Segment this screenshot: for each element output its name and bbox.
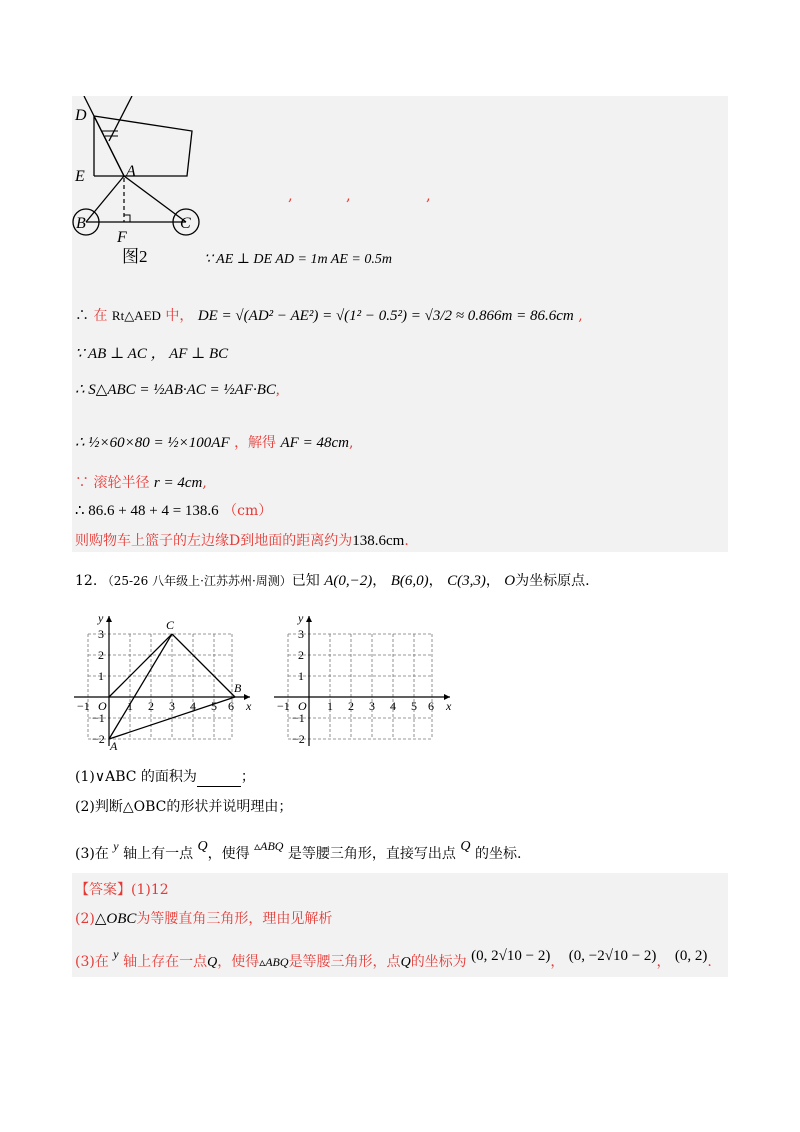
- label-D: D: [75, 107, 87, 124]
- svg-text:1: 1: [98, 669, 104, 683]
- svg-text:−1: −1: [292, 711, 305, 725]
- svg-text:x: x: [246, 699, 252, 713]
- svg-text:−1: −1: [277, 699, 290, 713]
- svg-text:y: y: [298, 612, 304, 625]
- stray-comma-3: ,: [426, 186, 431, 204]
- label-E: E: [75, 168, 85, 185]
- solution-line-4: ∴ ½×60×80 = ½×100AF ，解得 AF = 48cm,: [75, 435, 354, 451]
- solution-line-3: ∴ S△ABC = ½AB·AC = ½AF·BC,: [75, 382, 280, 398]
- svg-text:A: A: [110, 739, 118, 752]
- solution-line-5: ∵ 滚轮半径 r = 4cm,: [75, 475, 207, 491]
- label-B: B: [76, 215, 86, 232]
- solution-line-6: ∴ 86.6 + 48 + 4 = 138.6 （cm）: [75, 503, 273, 519]
- svg-text:O: O: [298, 699, 307, 713]
- svg-text:3: 3: [169, 699, 175, 713]
- svg-text:y: y: [98, 612, 104, 625]
- svg-text:3: 3: [298, 627, 304, 641]
- svg-text:6: 6: [428, 699, 434, 713]
- svg-text:5: 5: [211, 699, 217, 713]
- label-F: F: [117, 229, 127, 246]
- svg-text:1: 1: [327, 699, 333, 713]
- svg-text:4: 4: [390, 699, 396, 713]
- svg-text:O: O: [98, 699, 107, 713]
- svg-text:4: 4: [190, 699, 196, 713]
- svg-text:−2: −2: [92, 732, 105, 746]
- question-stem: 12. （25-26 八年级上·江苏苏州·周测）已知 A(0,−2)， B(6,0)， C(3,3)， O为坐标原点.: [75, 573, 590, 589]
- solution-line-1: ∴ 在 Rt△AED 中， DE = √(AD² − AE²) = √(1² − 0.5²) = √3/2 ≈ 0.866m = 86.6cm ,: [75, 308, 583, 324]
- answer-line-3: (3)在 y 轴上存在一点Q，使得▵ABQ是等腰三角形，点Q的坐标为 (0, 2√10 − 2)， (0, −2√10 − 2)， (0, 2).: [75, 947, 712, 970]
- svg-text:−1: −1: [77, 699, 90, 713]
- svg-text:2: 2: [148, 699, 154, 713]
- label-C: C: [180, 215, 191, 232]
- svg-text:B: B: [234, 681, 242, 695]
- figure-2-cart-diagram: [72, 96, 212, 276]
- svg-text:1: 1: [127, 699, 133, 713]
- coordinate-graph-right: [272, 612, 462, 752]
- svg-text:1: 1: [298, 669, 304, 683]
- sub-question-3: (3)在 y 轴上有一点 Q，使得 ▵ABQ 是等腰三角形，直接写出点 Q 的坐标.: [75, 839, 522, 862]
- sub-question-1: (1)∨ABC 的面积为 ；: [75, 769, 255, 785]
- solution-conclusion: 则购物车上篮子的左边缘D到地面的距离约为138.6cm.: [75, 533, 409, 549]
- svg-text:x: x: [446, 699, 452, 713]
- label-A: A: [126, 163, 136, 180]
- svg-text:2: 2: [98, 648, 104, 662]
- svg-text:3: 3: [369, 699, 375, 713]
- sub-question-2: (2)判断△OBC的形状并说明理由；: [75, 799, 293, 815]
- stray-comma-1: ,: [288, 186, 293, 204]
- answer-line-1: 【答案】(1)12: [75, 882, 169, 898]
- stray-comma-2: ,: [346, 186, 351, 204]
- svg-text:2: 2: [348, 699, 354, 713]
- svg-text:6: 6: [228, 699, 234, 713]
- svg-text:5: 5: [411, 699, 417, 713]
- svg-text:2: 2: [298, 648, 304, 662]
- svg-text:−1: −1: [92, 711, 105, 725]
- coordinate-graph-left: [72, 612, 262, 752]
- figure-caption: 图2: [122, 247, 148, 266]
- svg-text:C: C: [166, 618, 175, 632]
- given-line: ∵ AE ⊥ DE AD = 1m AE = 0.5m: [204, 252, 392, 267]
- answer-blank: [197, 772, 241, 787]
- answer-line-2: (2)△OBC为等腰直角三角形，理由见解析: [75, 911, 333, 927]
- svg-text:−2: −2: [292, 732, 305, 746]
- solution-line-2: ∵ AB ⊥ AC ， AF ⊥ BC: [75, 346, 229, 362]
- svg-text:3: 3: [98, 627, 104, 641]
